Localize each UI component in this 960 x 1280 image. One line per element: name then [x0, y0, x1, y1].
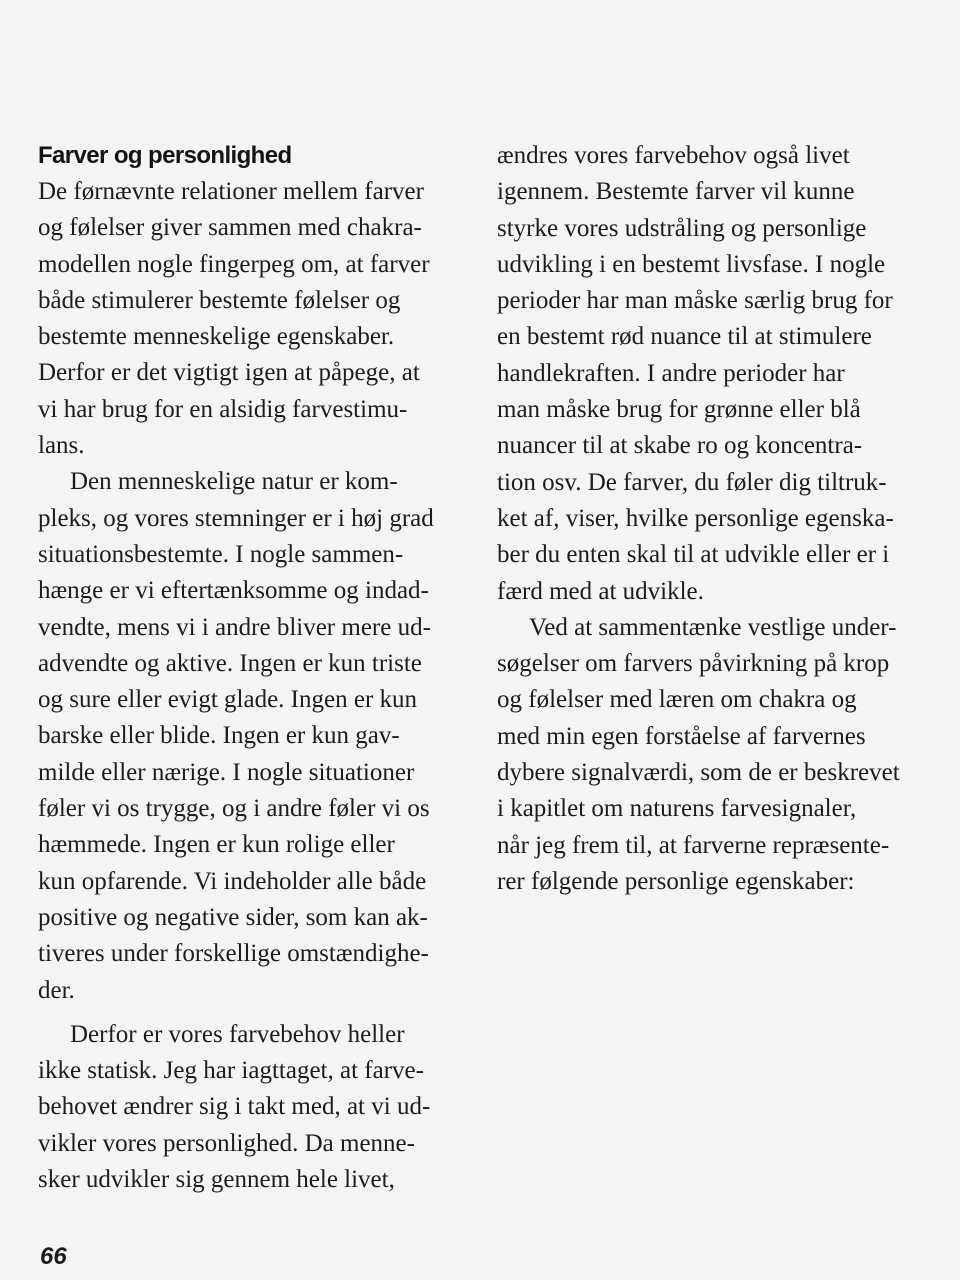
right-column — [497, 138, 937, 900]
paragraph: Ved at sammentænke vestlige under- søgelser om farvers påvirkning på krop og følelser med læren om chakra og med min egen forståelse af farvernes dybere signalværdi, som de er beskrevet i kapitlet om naturens farvesignaler, når jeg frem til, at farverne repræsente- rer følgende personlige egenskaber: — [497, 613, 900, 895]
page-number: 66 — [40, 1243, 67, 1270]
left-column — [38, 138, 478, 1198]
section-heading: Farver og personlighed — [38, 142, 292, 169]
paragraph: De førnævnte relationer mellem farver og følelser giver sammen med chakra- modellen nogle fingerpeg om, at farver både stimulerer bestemte følelser og bestemte menneskelige egenskaber. Derfor er det vigtigt igen at påpege, at vi har brug for en alsidig farvestimu- lans. — [38, 178, 430, 460]
paragraph: ændres vores farvebehov også livet igennem. Bestemte farver vil kunne styrke vores udstråling og personlige udvikling i en bestemt livsfase. I nogle perioder har man måske særlig brug for en bestemt rød nuance til at stimulere handlekraften. I andre perioder har man måske brug for grønne eller blå nuancer til at skabe ro og koncentra- tion osv. De farver, du føler dig tiltruk- ket af, viser, hvilke personlige egenska- ber du enten skal til at udvikle eller er i færd med at udvikle. — [497, 142, 894, 605]
paragraph: Derfor er vores farvebehov heller ikke statisk. Jeg har iagttaget, at farve- behovet ændrer sig i takt med, at vi ud- vikler vores personlighed. Da menne- sker udvikler sig gennem hele livet, — [38, 1020, 431, 1194]
paragraph: Den menneskelige natur er kom- pleks, og vores stemninger er i høj grad situationsbestemte. I nogle sammen- hænge er vi eftertænksomme og indad- vendte, mens vi i andre bliver mere ud- advendte og aktive. Ingen er kun triste og sure eller evigt glade. Ingen er kun barske eller blide. Ingen er kun gav- milde eller nærige. I nogle situationer føler vi os trygge, og i andre føler vi os hæmmede. Ingen er kun rolige eller kun opfarende. Vi indeholder alle både positive og negative sider, som kan ak- tiveres under forskellige omstændighe- der. — [38, 468, 434, 1004]
